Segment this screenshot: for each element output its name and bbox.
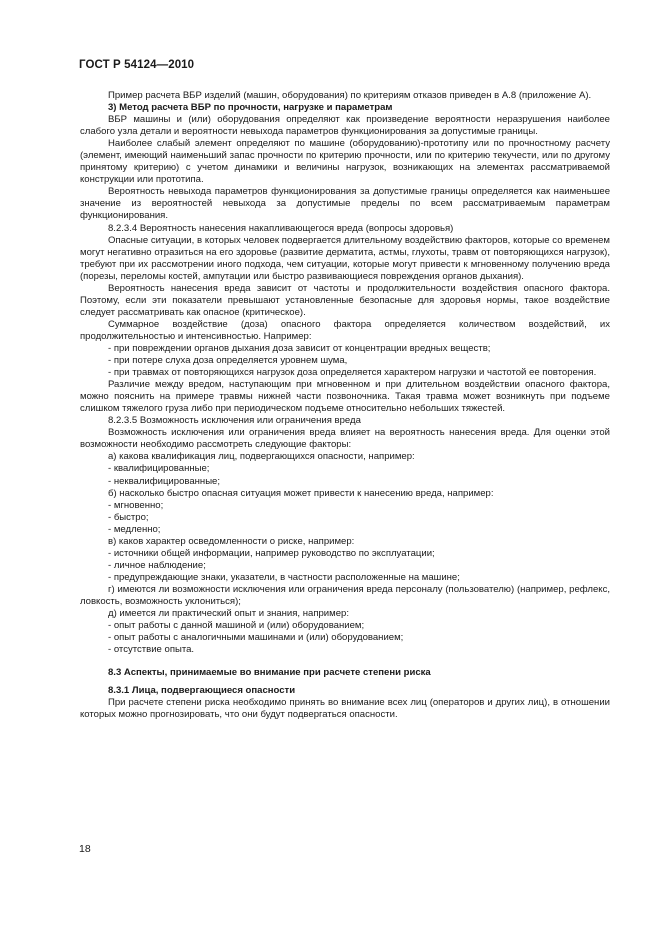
section-heading-8-3-1: 8.3.1 Лица, подвергающиеся опасности — [108, 685, 296, 697]
page-number: 18 — [79, 843, 91, 855]
paragraph: Пример расчета ВБР изделий (машин, оборудования) по критериям отказов приведен в А.8 (приложение А). — [108, 90, 592, 101]
list-item: - быстро; — [108, 511, 149, 523]
paragraph: Опасные ситуации, в которых человек подвергается длительному воздействию факторов, которые со временем могут негативно отразиться на его здоровье (развитие дерматита, астмы, глухоты, травм от повторяющихся нагрузок), требуют при их рассмотрении иного подхода, чем ситуации, которые могут привести к мгновенному получению вреда (порезы, переломы костей, ампутации или быстро развивающиеся повреждения органов дыхания). — [80, 234, 610, 282]
paragraph: ВБР машины и (или) оборудования определяют как произведение вероятности неразрушения наиболее слабого узла детали и вероятности невыхода параметров функционирования за допустимые границы. — [80, 114, 610, 138]
section-heading-8-2-3-5: 8.2.3.5 Возможность исключения или ограничения вреда — [108, 415, 361, 427]
list-item: - предупреждающие знаки, указатели, в частности расположенные на машине; — [108, 571, 460, 583]
paragraph: Наиболее слабый элемент определяют по машине (оборудованию)-прототипу или по прочностному расчету (элемент, имеющий наименьший запас прочности по критерию прочности, или по критерию текучести, или по другому принятому критерию) с учетом динамики и величины нагрузок, возникающих на элементах рассматриваемой конструкции или прототипа. — [80, 138, 610, 186]
method-heading: 3) Метод расчета ВБР по прочности, нагрузке и параметрам — [108, 102, 393, 114]
list-item: б) насколько быстро опасная ситуация может привести к нанесению вреда, например: — [108, 487, 494, 499]
list-item: - медленно; — [108, 523, 161, 535]
list-item: г) имеются ли возможности исключения или ограничения вреда персоналу (пользователю) (например, рефлекс, ловкость, возможность уклониться); — [80, 583, 610, 607]
document-header: ГОСТ Р 54124—2010 — [79, 59, 195, 71]
list-item: д) имеется ли практический опыт и знания, например: — [108, 608, 349, 620]
paragraph: При расчете степени риска необходимо принять во внимание всех лиц (операторов и других лиц), в отношении которых можно прогнозировать, что они будут подвергаться опасности. — [80, 697, 610, 721]
section-heading-8-3: 8.3 Аспекты, принимаемые во внимание при расчете степени риска — [108, 667, 431, 679]
list-item: - личное наблюдение; — [108, 559, 206, 571]
document-body — [80, 90, 610, 721]
paragraph: Суммарное воздействие (доза) опасного фактора определяется количеством воздействий, их продолжительностью и интенсивностью. Например: — [80, 318, 610, 342]
list-item: - квалифицированные; — [108, 463, 210, 475]
list-item: - мгновенно; — [108, 499, 164, 511]
list-item: - при потере слуха доза определяется уровнем шума, — [108, 355, 348, 367]
list-item: - при повреждении органов дыхания доза зависит от концентрации вредных веществ; — [108, 342, 491, 354]
paragraph: Различие между вредом, наступающим при мгновенном и при длительном воздействии опасного фактора, можно пояснить на примере травмы нижней части позвоночника. Такая травма может возникнуть при подъеме слишком тяжелого груза либо при периодическом подъеме относительно небольших тяжестей. — [80, 379, 610, 415]
list-item: - при травмах от повторяющихся нагрузок доза определяется характером нагрузки и частотой ее повторения. — [108, 367, 597, 379]
list-item: - неквалифицированные; — [108, 475, 221, 487]
list-item: - опыт работы с данной машиной и (или) оборудованием; — [108, 620, 365, 632]
list-item: а) какова квалификация лиц, подвергающихся опасности, например: — [108, 451, 415, 463]
list-item: - опыт работы с аналогичными машинами и (или) оборудованием; — [108, 632, 404, 644]
paragraph: Вероятность невыхода параметров функционирования за допустимые границы определяется как наименьшее значение из вероятностей невыхода за допустимые пределы по всем рассматриваемым параметрам функционирования. — [80, 186, 610, 222]
section-heading-8-2-3-4: 8.2.3.4 Вероятность нанесения накапливающегося вреда (вопросы здоровья) — [108, 222, 454, 234]
list-item: - источники общей информации, например руководство по эксплуатации; — [108, 547, 435, 559]
paragraph: Вероятность нанесения вреда зависит от частоты и продолжительности воздействия опасного фактора. Поэтому, если эти показатели превышают установленные безопасные для здоровья нормы, такое воздействие следует рассматривать как опасное (критическое). — [80, 282, 610, 318]
list-item: - отсутствие опыта. — [108, 644, 195, 656]
paragraph: Возможность исключения или ограничения вреда влияет на вероятность нанесения вреда. Для оценки этой возможности необходимо рассмотреть следующие факторы: — [80, 427, 610, 451]
list-item: в) каков характер осведомленности о риске, например: — [108, 535, 355, 547]
